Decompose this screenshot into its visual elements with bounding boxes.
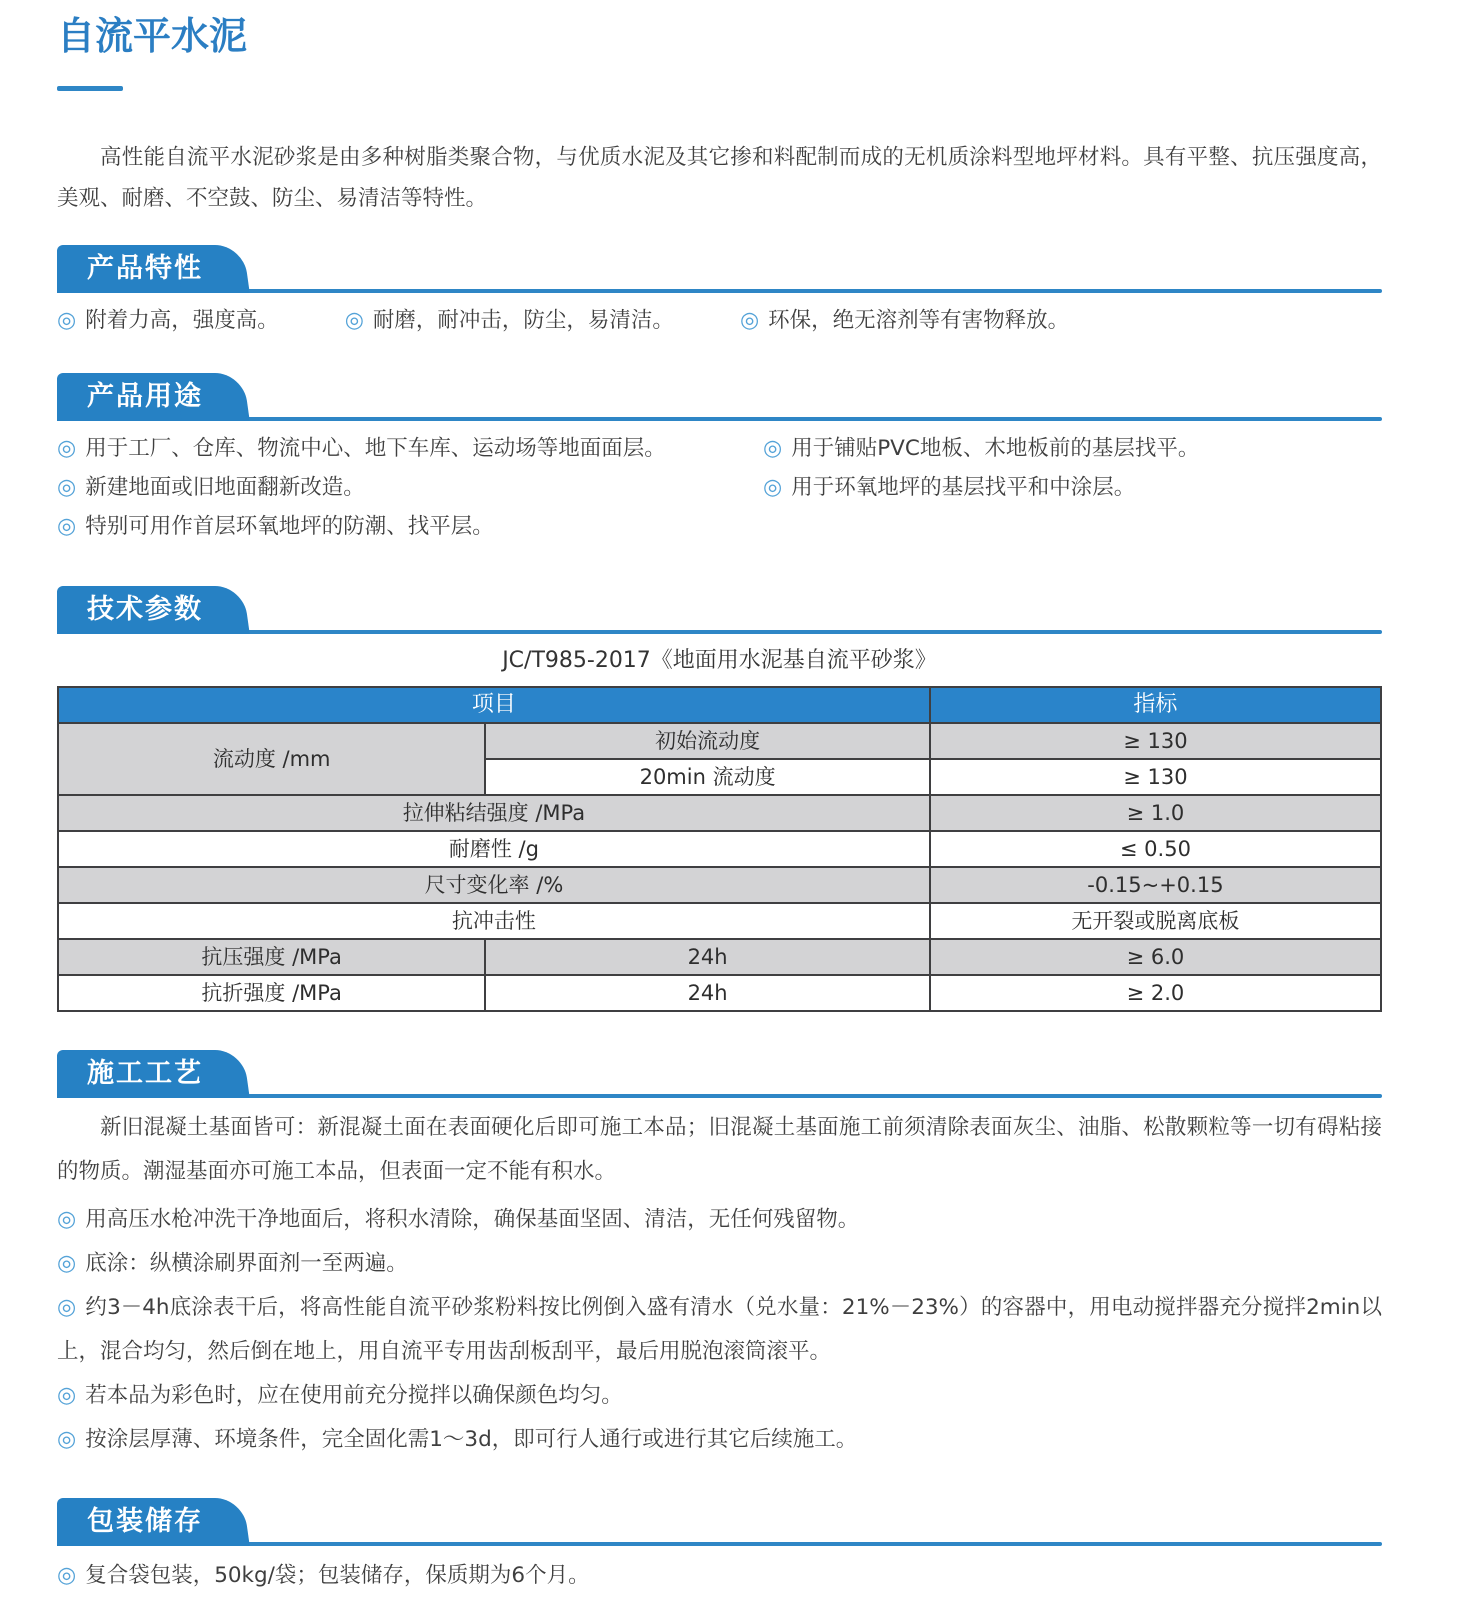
ring-bullet-icon: ◎ [739,308,760,333]
feature-item [740,305,1069,337]
column-header-index: 指标 [930,687,1381,723]
ring-bullet-icon: ◎ [57,308,77,333]
process-step-text: 底涂：纵横涂刷界面剂一至两遍。 [85,1251,408,1276]
section-rule [57,289,1382,293]
cell-value: ≥ 1.0 [930,795,1381,831]
use-item-text: 用于工厂、仓库、物流中心、地下车库、运动场等地面面层。 [85,436,666,461]
process-step-text: 用高压水枪冲洗干净地面后，将积水清除，确保基面坚固、清洁，无任何残留物。 [85,1207,860,1232]
feature-item [345,305,674,337]
feature-item [57,305,279,337]
section-tab [57,373,253,421]
section-header-parameters [57,586,1382,634]
cell-value: 无开裂或脱离底板 [930,903,1381,939]
process-step [57,1198,1382,1242]
uses-left-column [57,433,763,550]
table-header-row [58,687,1381,723]
section-tab [57,245,253,293]
cell-value: -0.15~+0.15 [930,867,1381,903]
use-item-text: 新建地面或旧地面翻新改造。 [85,475,365,500]
table-row [58,903,1381,939]
uses-right-column [763,433,1382,550]
cell-item: 拉伸粘结强度 /MPa [58,795,930,831]
ring-bullet-icon: ◎ [57,475,77,500]
section-heading-uses: 产品用途 [87,381,203,412]
cell-value: ≤ 0.50 [930,831,1381,867]
section-rule [57,1094,1382,1098]
feature-item-text: 环保，绝无溶剂等有害物释放。 [768,308,1070,333]
use-item-text: 用于铺贴PVC地板、木地板前的基层找平。 [791,436,1200,461]
cell-value: ≥ 6.0 [930,939,1381,975]
cell-sub: 24h [485,975,930,1011]
ring-bullet-icon: ◎ [57,1563,77,1588]
features-list [57,305,1382,337]
section-header-packaging [57,1498,1382,1546]
process-step-text: 若本品为彩色时，应在使用前充分搅拌以确保颜色均匀。 [85,1383,623,1408]
cell-sub: 20min 流动度 [485,759,930,795]
table-row [58,831,1381,867]
section-tab [57,586,253,634]
use-item [763,433,1382,465]
section-heading-features: 产品特性 [87,253,203,284]
cell-item: 尺寸变化率 /% [58,867,930,903]
packaging-item [57,1560,1382,1592]
ring-bullet-icon: ◎ [57,1295,77,1320]
cell-value: ≥ 130 [930,723,1381,759]
cell-item: 抗冲击性 [58,903,930,939]
cell-sub: 24h [485,939,930,975]
table-row [58,975,1381,1011]
column-header-item: 项目 [58,687,930,723]
process-step [57,1418,1382,1462]
table-caption: JC/T985-2017《地面用水泥基自流平砂浆》 [502,648,937,673]
section-tab [57,1498,253,1546]
ring-bullet-icon: ◎ [57,1427,77,1452]
section-rule [57,630,1382,634]
ring-bullet-icon: ◎ [344,308,364,333]
section-rule [57,417,1382,421]
section-heading-parameters: 技术参数 [87,594,203,625]
ring-bullet-icon: ◎ [57,514,77,539]
use-item-text: 用于环氧地坪的基层找平和中涂层。 [791,475,1136,500]
ring-bullet-icon: ◎ [57,1251,77,1276]
section-header-process [57,1050,1382,1098]
section-header-uses [57,373,1382,421]
ring-bullet-icon: ◎ [763,475,783,500]
process-step [57,1286,1382,1374]
cell-group: 流动度 /mm [58,723,485,795]
uses-list [57,433,1382,550]
ring-bullet-icon: ◎ [763,436,783,461]
table-row [58,939,1381,975]
use-item [57,511,763,543]
use-item [763,472,1382,504]
product-datasheet-page [0,10,1459,1592]
process-paragraph: 新旧混凝土基面皆可：新混凝土面在表面硬化后即可施工本品；旧混凝土基面施工前须清除表面灰尘、油脂、松散颗粒等一切有碍粘接的物质。潮湿基面亦可施工本品，但表面一定不能有积水。 [57,1115,1382,1184]
parameters-table [57,686,1382,1012]
table-row [58,795,1381,831]
intro-paragraph: 高性能自流平水泥砂浆是由多种树脂类聚合物，与优质水泥及其它掺和料配制而成的无机质涂料型地坪材料。具有平整、抗压强度高，美观、耐磨、不空鼓、防尘、易清洁等特性。 [57,145,1382,211]
process-step-text: 按涂层厚薄、环境条件，完全固化需1～3d，即可行人通行或进行其它后续施工。 [85,1427,858,1452]
use-item [57,433,763,465]
ring-bullet-icon: ◎ [57,1207,77,1232]
section-header-features [57,245,1382,293]
feature-item-text: 耐磨，耐冲击，防尘，易清洁。 [372,308,674,333]
process-step-text: 约3－4h底涂表干后，将高性能自流平砂浆粉料按比例倒入盛有清水（兑水量：21%－23%）的容器中，用电动搅拌器充分搅拌2min以上，混合均匀，然后倒在地上，用自流平专用齿刮板刮平，最后用脱泡滚筒滚平。 [57,1295,1382,1364]
table-row [58,867,1381,903]
cell-item: 抗压强度 /MPa [58,939,485,975]
feature-item-text: 附着力高，强度高。 [85,308,279,333]
ring-bullet-icon: ◎ [57,436,77,461]
process-step [57,1374,1382,1418]
cell-item: 耐磨性 /g [58,831,930,867]
table-row [58,723,1381,759]
section-heading-packaging: 包装储存 [87,1506,203,1537]
title-underline [57,86,123,91]
packaging-item-text: 复合袋包装，50kg/袋；包装储存，保质期为6个月。 [85,1563,590,1588]
use-item-text: 特别可用作首层环氧地坪的防潮、找平层。 [85,514,494,539]
cell-value: ≥ 130 [930,759,1381,795]
cell-item: 抗折强度 /MPa [58,975,485,1011]
use-item [57,472,763,504]
page-title: 自流平水泥 [57,14,248,58]
process-step [57,1242,1382,1286]
process-body [57,1106,1382,1462]
section-rule [57,1542,1382,1546]
ring-bullet-icon: ◎ [57,1383,77,1408]
packaging-list [57,1560,1382,1592]
cell-value: ≥ 2.0 [930,975,1381,1011]
cell-sub: 初始流动度 [485,723,930,759]
section-heading-process: 施工工艺 [87,1058,203,1089]
section-tab [57,1050,253,1098]
